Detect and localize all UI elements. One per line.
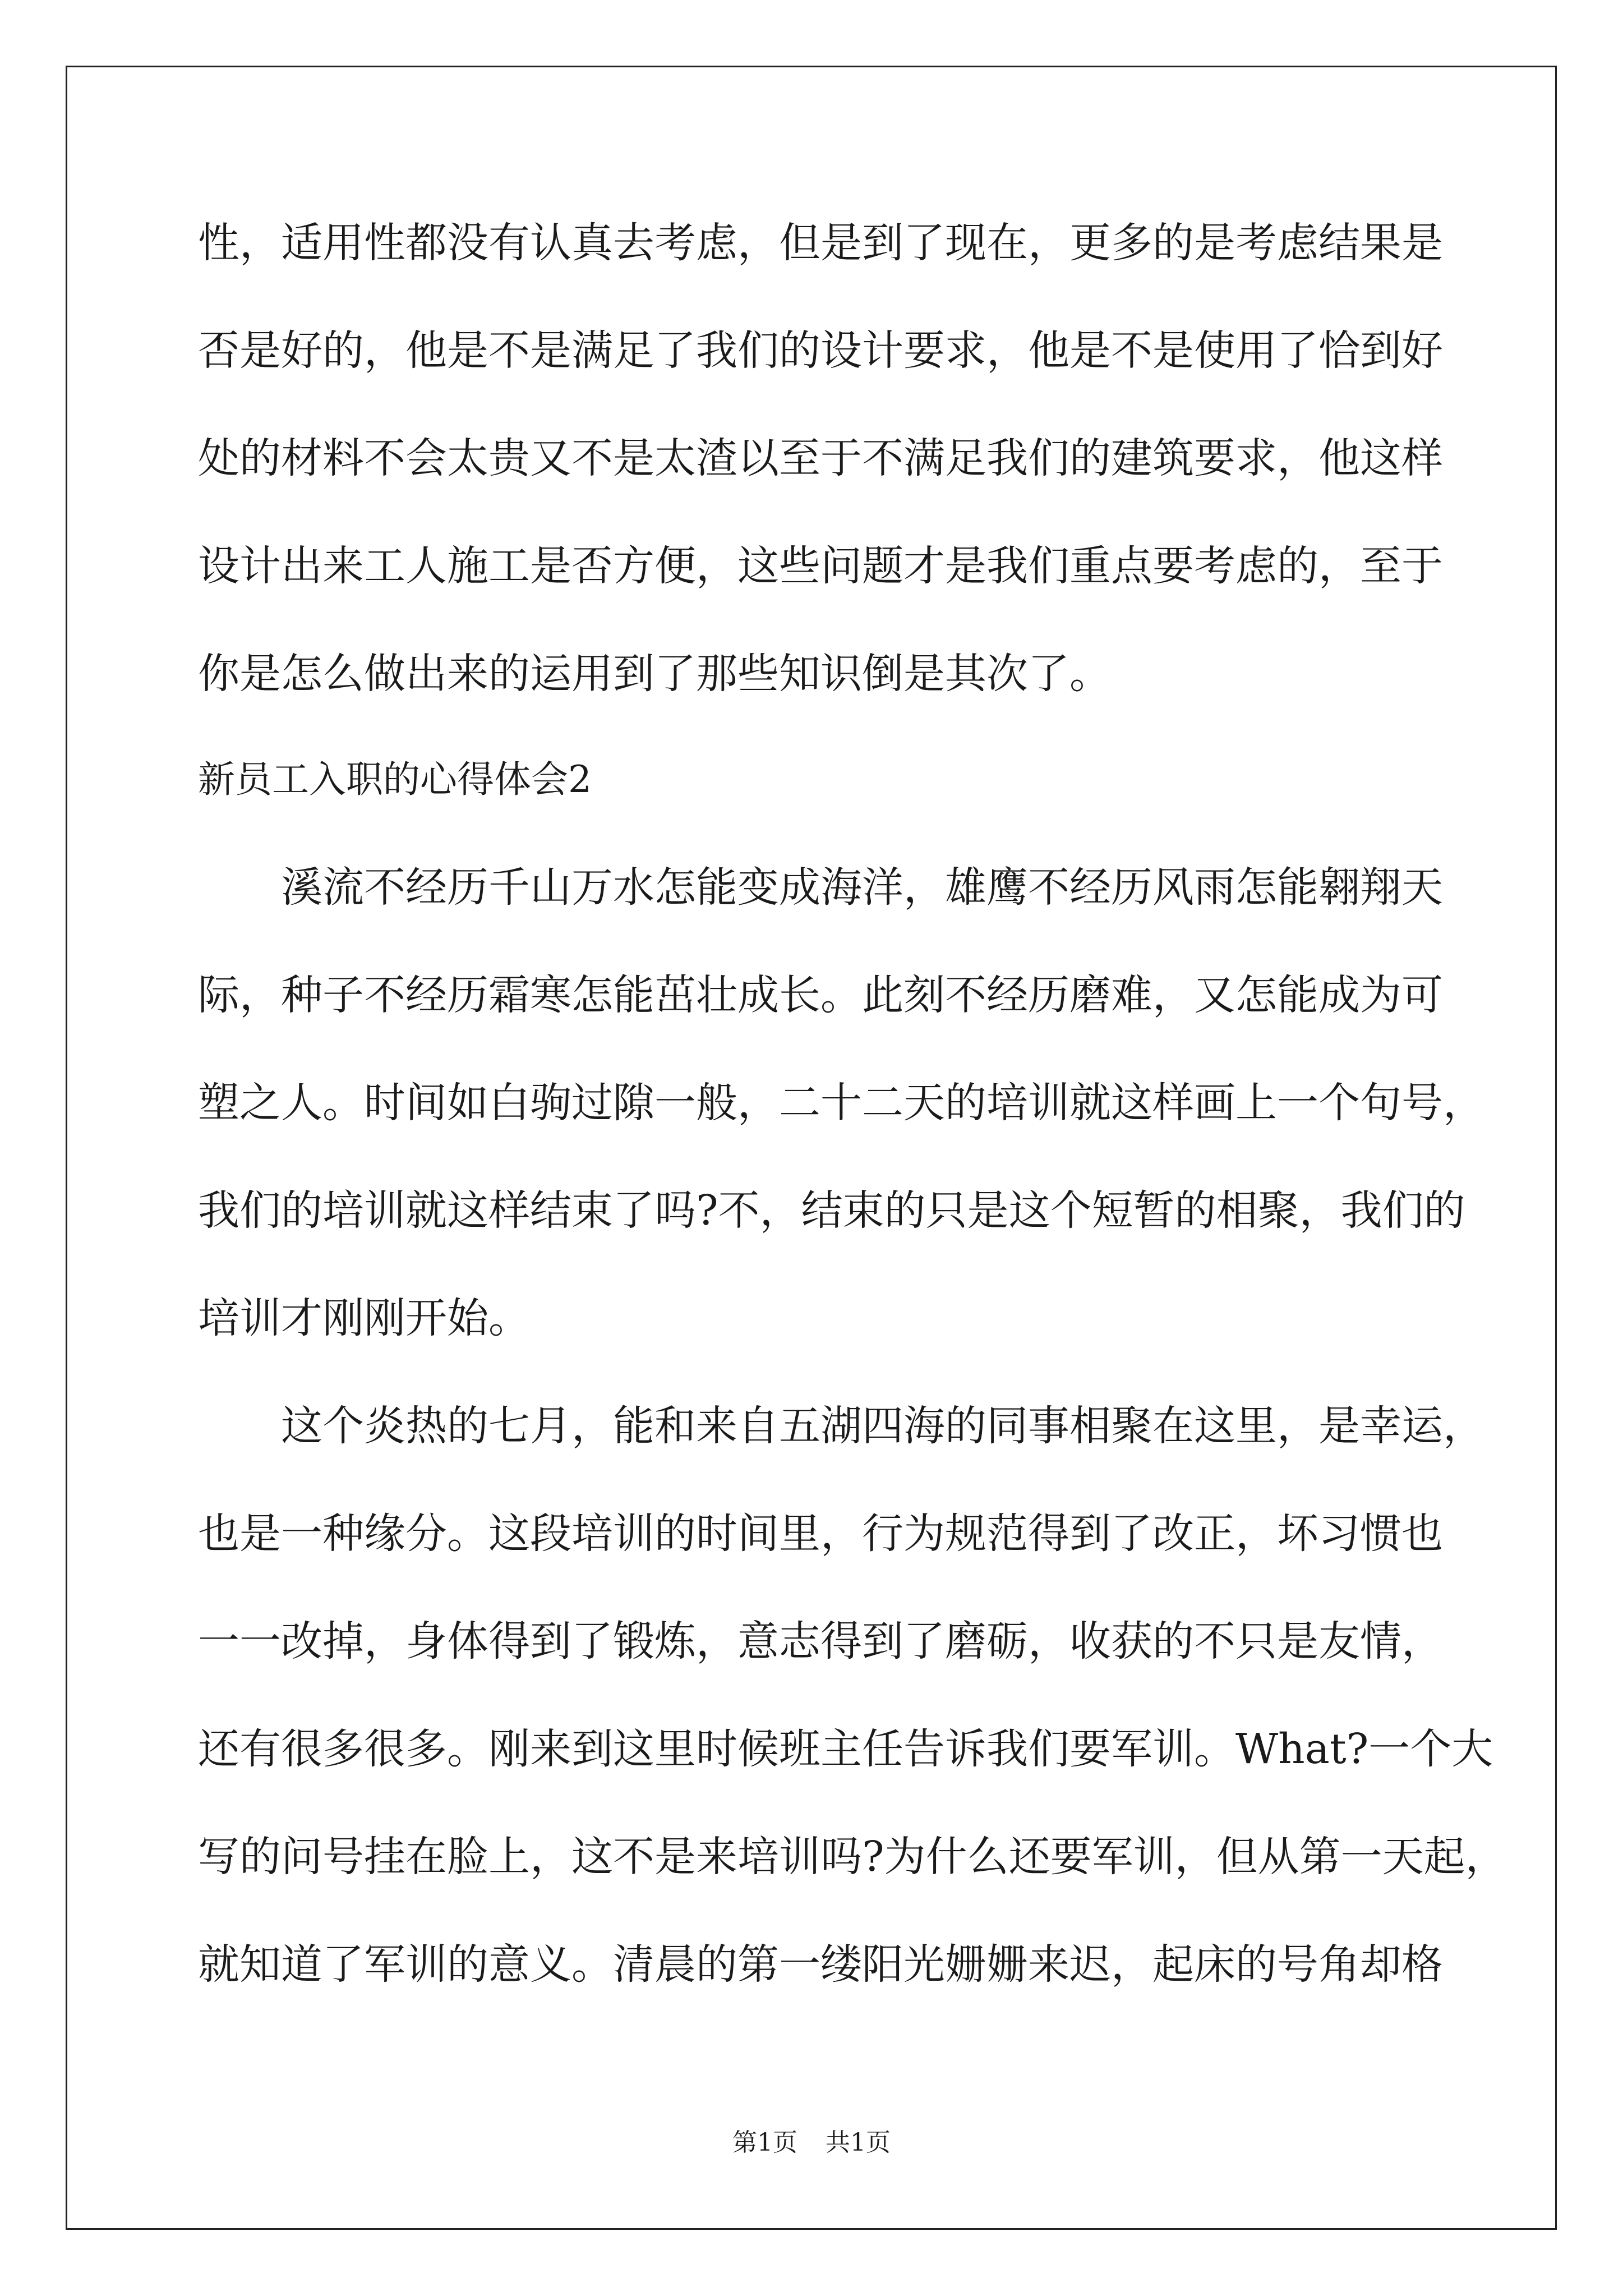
- paragraph-line: 我们的培训就这样结束了吗?不，结束的只是这个短暂的相聚，我们的: [198, 1186, 1465, 1235]
- paragraph-line: 性，适用性都没有认真去考虑，但是到了现在，更多的是考虑结果是: [198, 219, 1443, 267]
- paragraph-line: 就知道了军训的意义。清晨的第一缕阳光姗姗来迟，起床的号角却格: [198, 1940, 1443, 1989]
- paragraph-line: 也是一种缘分。这段培训的时间里，行为规范得到了改正，坏习惯也: [198, 1510, 1443, 1558]
- paragraph-line: 设计出来工人施工是否方便，这些问题才是我们重点要考虑的，至于: [198, 542, 1443, 590]
- page-total: 共1页: [826, 2128, 891, 2157]
- page-footer: [0, 2127, 1623, 2159]
- paragraph-line: 处的材料不会太贵又不是太渣以至于不满足我们的建筑要求，他这样: [198, 434, 1443, 482]
- paragraph-line: 塑之人。时间如白驹过隙一般，二十二天的培训就这样画上一个句号，: [198, 1079, 1484, 1127]
- paragraph-line: 还有很多很多。刚来到这里时候班主任告诉我们要军训。What?一个大: [198, 1725, 1493, 1773]
- section-heading: 新员工入职的心得体会2: [198, 758, 592, 801]
- paragraph-line: 际，种子不经历霜寒怎能茁壮成长。此刻不经历磨难，又怎能成为可: [198, 971, 1443, 1019]
- page-border: [66, 66, 1557, 2230]
- paragraph-line: 溪流不经历千山万水怎能变成海洋，雄鹰不经历风雨怎能翱翔天: [281, 863, 1443, 912]
- paragraph-line: 你是怎么做出来的运用到了那些知识倒是其次了。: [198, 650, 1111, 698]
- paragraph-line: 培训才刚刚开始。: [198, 1294, 530, 1342]
- paragraph-line: 一一改掉，身体得到了锻炼，意志得到了磨砺，收获的不只是友情，: [198, 1617, 1443, 1665]
- paragraph-line: 写的问号挂在脸上，这不是来培训吗?为什么还要军训，但从第一天起，: [198, 1833, 1507, 1881]
- paragraph-line: 这个炎热的七月，能和来自五湖四海的同事相聚在这里，是幸运，: [281, 1402, 1484, 1450]
- paragraph-line: 否是好的，他是不是满足了我们的设计要求，他是不是使用了恰到好: [198, 326, 1443, 375]
- page-number: 第1页: [732, 2128, 797, 2157]
